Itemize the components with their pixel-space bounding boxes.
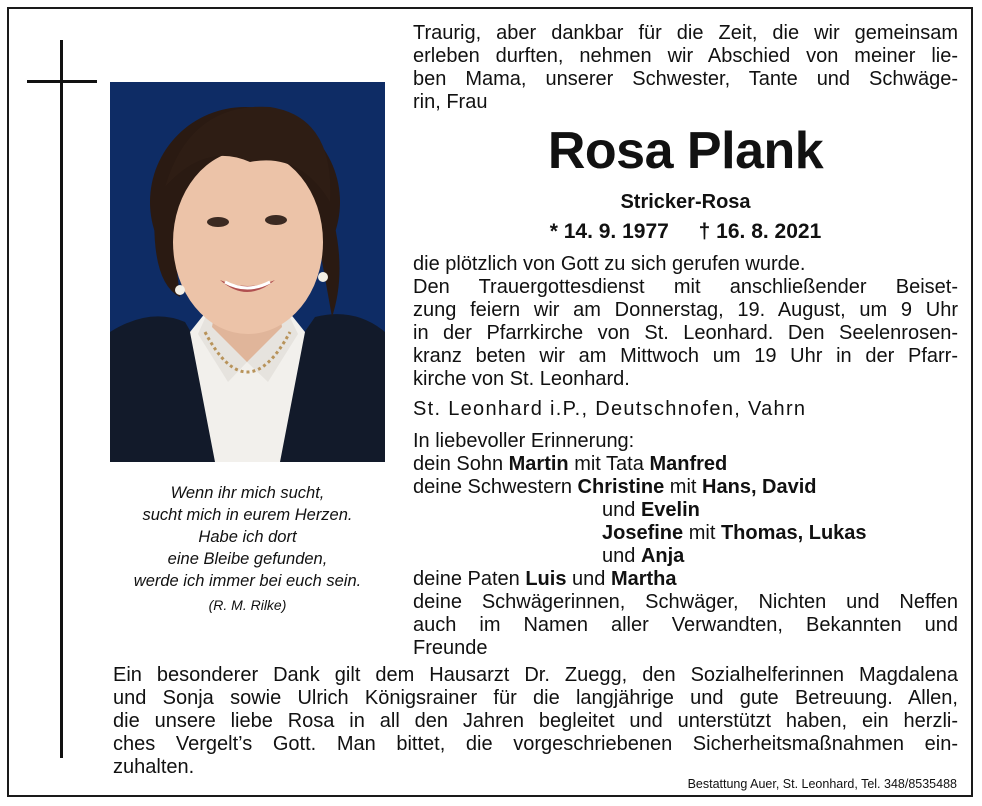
thanks-line: Ein besonderer Dank gilt dem Hausarzt Dr. Zuegg, den Sozialhelferinnen Magdalena xyxy=(113,664,958,686)
poem-line: eine Bleibe gefunden, xyxy=(167,550,328,568)
family-list xyxy=(413,430,958,660)
poem-line: Wenn ihr mich sucht, xyxy=(170,484,325,502)
family-closing-line: auch im Namen aller Verwandten, Bekannten und xyxy=(413,614,958,636)
life-dates xyxy=(413,220,958,244)
service-line: in der Pfarrkirche von St. Leonhard. Den Seelenrosen- xyxy=(413,322,958,344)
poem-source: (R. M. Rilke) xyxy=(208,597,287,613)
intro-text xyxy=(413,22,958,114)
nickname: Stricker-Rosa xyxy=(620,191,751,213)
thanks-text xyxy=(113,664,958,779)
portrait-photo xyxy=(110,82,385,462)
cross-icon-bar xyxy=(27,80,97,83)
service-line: zung feiern wir am Donnerstag, 19. August, um 9 Uhr xyxy=(413,299,958,321)
cross-icon xyxy=(60,40,63,758)
poem xyxy=(105,482,390,616)
thanks-line: zuhalten. xyxy=(113,756,195,778)
family-son: dein Sohn Martin mit Tata Manfred xyxy=(413,453,728,475)
poem-line: sucht mich in eurem Herzen. xyxy=(142,506,353,524)
family-sister-1: deine Schwestern Christine mit Hans, David xyxy=(413,476,817,498)
intro-line: Traurig, aber dankbar für die Zeit, die wir gemeinsam xyxy=(413,22,958,44)
places-line: St. Leonhard i.P., Deutschnofen, Vahrn xyxy=(413,398,807,420)
poem-line: Habe ich dort xyxy=(198,528,297,546)
poem-line: werde ich immer bei euch sein. xyxy=(133,572,362,590)
intro-line: erleben durften, nehmen wir Abschied von meiner lie- xyxy=(413,45,958,67)
birth-date: * 14. 9. 1977 xyxy=(549,220,669,243)
family-sister-1-child: und Evelin xyxy=(602,499,700,521)
family-closing-line: deine Schwägerinnen, Schwäger, Nichten und Neffen xyxy=(413,591,958,613)
deceased-name: Rosa Plank xyxy=(547,122,824,180)
service-line: kirche von St. Leonhard. xyxy=(413,368,630,390)
service-line: kranz beten wir am Mittwoch um 19 Uhr in der Pfarr- xyxy=(413,345,958,367)
intro-line: rin, Frau xyxy=(413,91,488,113)
family-closing-line: Freunde xyxy=(413,637,488,659)
service-text xyxy=(413,253,958,391)
service-line: Den Trauergottesdienst mit anschließender Beiset- xyxy=(413,276,958,298)
thanks-line: und Sonja sowie Ulrich Königsrainer für die langjährige und gute Betreuung. Allen, xyxy=(113,687,958,709)
funeral-home-footer: Bestattung Auer, St. Leonhard, Tel. 348/8535488 xyxy=(687,777,957,791)
family-sister-2-child: und Anja xyxy=(602,545,685,567)
family-sister-2: Josefine mit Thomas, Lukas xyxy=(602,522,867,544)
family-godparents: deine Paten Luis und Martha xyxy=(413,568,677,590)
family-heading: In liebevoller Erinnerung: xyxy=(413,430,635,452)
thanks-line: die unsere liebe Rosa in all den Jahren begleitet und unterstützt haben, ein herzli- xyxy=(113,710,958,732)
death-date: † 16. 8. 2021 xyxy=(698,220,822,243)
intro-line: ben Mama, unserer Schwester, Tante und Schwäge- xyxy=(413,68,958,90)
service-line: die plötzlich von Gott zu sich gerufen wurde. xyxy=(413,253,806,275)
thanks-line: ches Vergelt’s Gott. Man bittet, die vorgeschriebenen Sicherheitsmaßnahmen ein- xyxy=(113,733,958,755)
